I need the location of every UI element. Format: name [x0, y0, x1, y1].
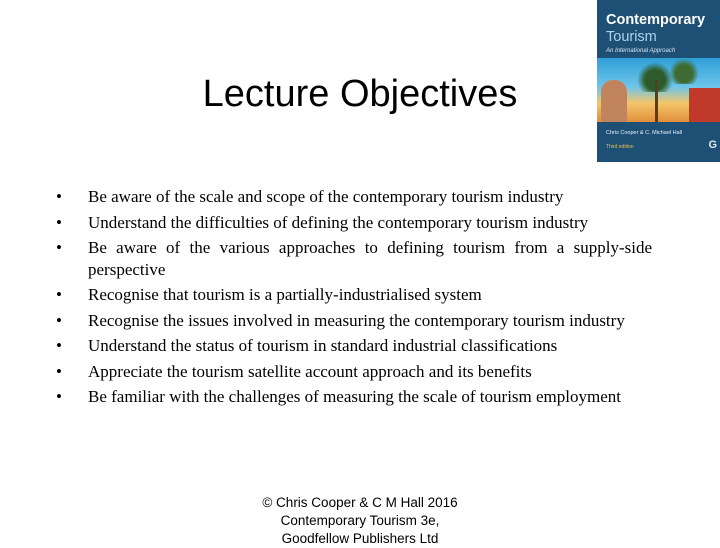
palm-tree-icon — [669, 58, 699, 84]
cover-tagline: An International Approach — [606, 48, 676, 54]
footer-line: Contemporary Tourism 3e, — [280, 513, 440, 528]
list-item — [56, 310, 652, 332]
book-cover-image — [597, 0, 720, 162]
list-item — [56, 386, 652, 408]
cover-photo — [597, 58, 720, 122]
bullet-icon: • — [56, 212, 62, 232]
cover-subtitle: Tourism — [606, 29, 657, 45]
bullet-icon: • — [56, 387, 62, 406]
objective-text: Understand the difficulties of defining the contemporary tourism industry — [88, 212, 589, 232]
footer-line: Goodfellow Publishers Ltd — [281, 531, 439, 546]
tourist-figure — [601, 80, 627, 122]
objective-text: Recognise that tourism is a partially-industrialised system — [88, 285, 482, 304]
bullet-icon: • — [56, 238, 62, 257]
footer-line: © Chris Cooper & C M Hall 2016 — [262, 495, 458, 510]
objective-text: Understand the status of tourism in standard industrial classifications — [88, 336, 558, 355]
objective-text: Appreciate the tourism satellite account approach and its benefits — [88, 361, 532, 381]
list-item — [56, 212, 652, 234]
publisher-logo: G — [708, 139, 717, 151]
palm-trunk — [655, 80, 658, 122]
bullet-icon: • — [56, 310, 62, 330]
list-item — [56, 284, 652, 306]
list-item — [56, 186, 652, 208]
bullet-icon: • — [56, 336, 62, 355]
cover-title: Contemporary — [606, 12, 706, 28]
list-item — [56, 335, 652, 357]
bullet-icon: • — [56, 187, 62, 206]
objective-text: Be aware of the various approaches to defining tourism from a supply-side perspective — [88, 238, 652, 279]
bullet-icon: • — [56, 361, 62, 381]
cover-authors: Chris Cooper & C. Michael Hall — [606, 130, 683, 136]
objective-text: Be aware of the scale and scope of the contemporary tourism industry — [88, 187, 564, 206]
slide-title: Lecture Objectives — [202, 73, 518, 115]
objective-text: Recognise the issues involved in measuring the contemporary tourism industry — [88, 310, 625, 330]
objectives-list — [56, 186, 652, 412]
bullet-icon: • — [56, 285, 62, 304]
list-item — [56, 237, 652, 280]
objective-text: Be familiar with the challenges of measuring the scale of tourism employment — [88, 387, 621, 406]
ride-shape — [689, 88, 720, 122]
list-item — [56, 361, 652, 383]
cover-edition: Third edition — [606, 144, 634, 150]
